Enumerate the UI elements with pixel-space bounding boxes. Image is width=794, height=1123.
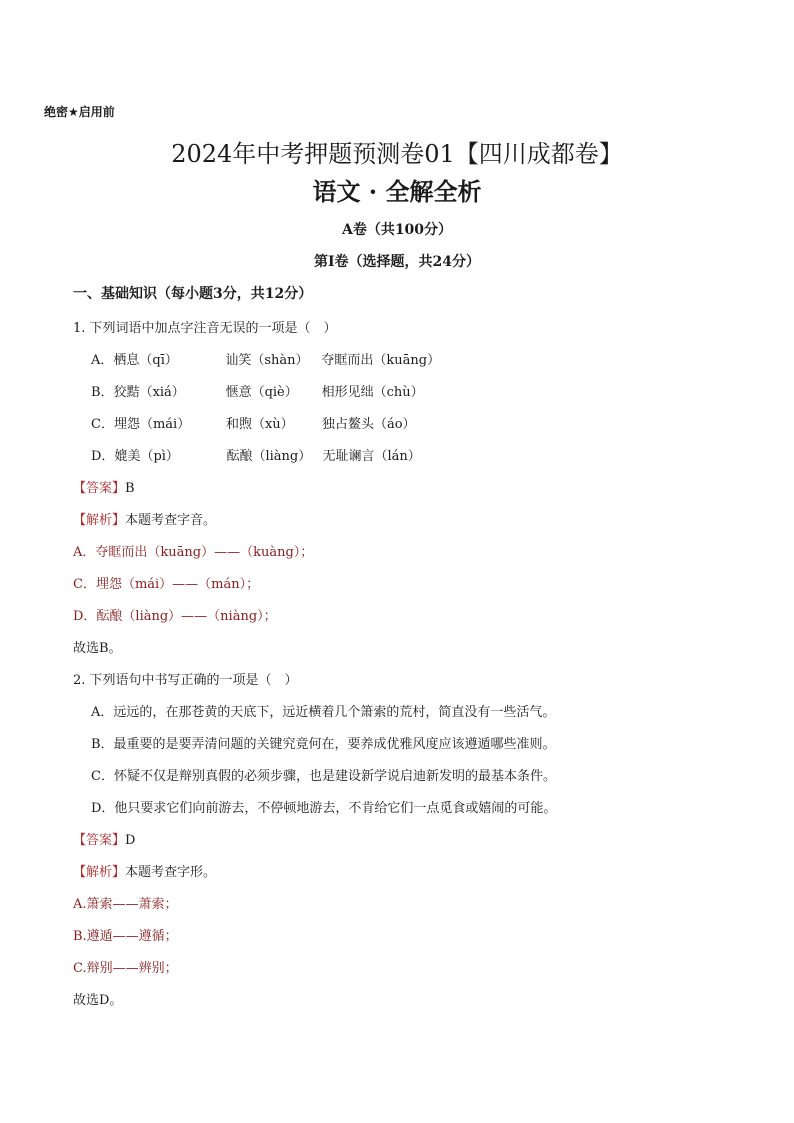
- exam-subtitle: 语文 · 全解全析: [312, 177, 482, 206]
- answer-value: D: [125, 833, 136, 848]
- option-word: 惬意（qiè）: [225, 385, 298, 400]
- option-word: 埋怨（mái）: [113, 417, 191, 432]
- analysis-tag: 【解析】: [73, 513, 126, 528]
- option-word: 无耻谰言（lán）: [322, 449, 421, 464]
- analysis-tag: 【解析】: [73, 865, 126, 880]
- q2-note-b: B.遵遁——遵循；: [73, 929, 178, 944]
- q1-answer: [73, 477, 135, 496]
- analysis-text: 本题考查字形。: [125, 865, 217, 880]
- q1-conclusion: 故选B。: [73, 641, 122, 656]
- option-word: 讪笑（shàn）: [225, 353, 309, 368]
- q2-option-c: C．怀疑不仅是辩别真假的必须步骤，也是建设新学说启迪新发明的最基本条件。: [91, 769, 556, 784]
- q2-option-a: A．远远的，在那苍黄的天底下，远近横着几个箫索的荒村，简直没有一些活气。: [91, 705, 556, 720]
- option-word: 独占鳌头（áo）: [321, 417, 416, 432]
- option-label: C．: [91, 417, 114, 432]
- answer-tag: 【答案】: [73, 481, 126, 496]
- q2-note-c: C.辩别——辨别；: [73, 961, 178, 976]
- option-word: 媲美（pì）: [114, 449, 179, 464]
- option-label: D．: [91, 449, 115, 464]
- q1-option-d: [91, 445, 421, 464]
- option-word: 酝酿（liàng）: [226, 449, 312, 464]
- volume-a-heading: A卷（共100分）: [341, 222, 453, 238]
- q2-option-d: D．他只要求它们向前游去，不停顿地游去，不肯给它们一点觅食或嬉闹的可能。: [91, 801, 557, 816]
- q1-stem: 1. 下列词语中加点字注音无误的一项是（ ）: [73, 321, 337, 336]
- q2-note-a: A.箫索——萧索；: [73, 897, 178, 912]
- confidential-label: 绝密★启用前: [44, 105, 115, 119]
- q2-conclusion: 故选D。: [73, 993, 123, 1008]
- q2-stem: 2. 下列语句中书写正确的一项是（ ）: [73, 673, 298, 688]
- q2-analysis: [73, 861, 216, 880]
- exam-title: 2024年中考押题预测卷01【四川成都卷】: [171, 140, 623, 168]
- q1-note-a: A．夺眶而出（kuāng）——（kuàng）；: [73, 545, 314, 560]
- option-label: A．: [91, 353, 114, 368]
- section-heading: 一、基础知识（每小题3分，共12分）: [73, 286, 313, 302]
- answer-tag: 【答案】: [73, 833, 126, 848]
- option-word: 狡黠（xiá）: [113, 385, 185, 400]
- option-word: 夺眶而出（kuāng）: [321, 353, 441, 368]
- option-word: 相形见绌（chù）: [321, 385, 424, 400]
- q2-option-b: B．最重要的是要弄清问题的关键究竟何在，要养成优雅风度应该遵遁哪些准则。: [91, 737, 556, 752]
- q1-option-a: [91, 349, 440, 368]
- q1-option-b: [91, 381, 424, 400]
- q1-analysis: [73, 509, 216, 528]
- q1-note-c: C．埋怨（mái）——（mán）；: [73, 577, 260, 592]
- analysis-text: 本题考查字音。: [125, 513, 217, 528]
- q1-note-d: D．酝酿（liàng）——（niàng）；: [73, 609, 277, 624]
- option-word: 和煦（xù）: [225, 417, 294, 432]
- q1-option-c: [91, 413, 416, 432]
- option-label: B．: [91, 385, 114, 400]
- option-word: 栖息（qī）: [113, 353, 178, 368]
- answer-value: B: [125, 481, 135, 496]
- q2-answer: [73, 829, 135, 848]
- part-one-heading: 第I卷（选择题，共24分）: [313, 254, 481, 270]
